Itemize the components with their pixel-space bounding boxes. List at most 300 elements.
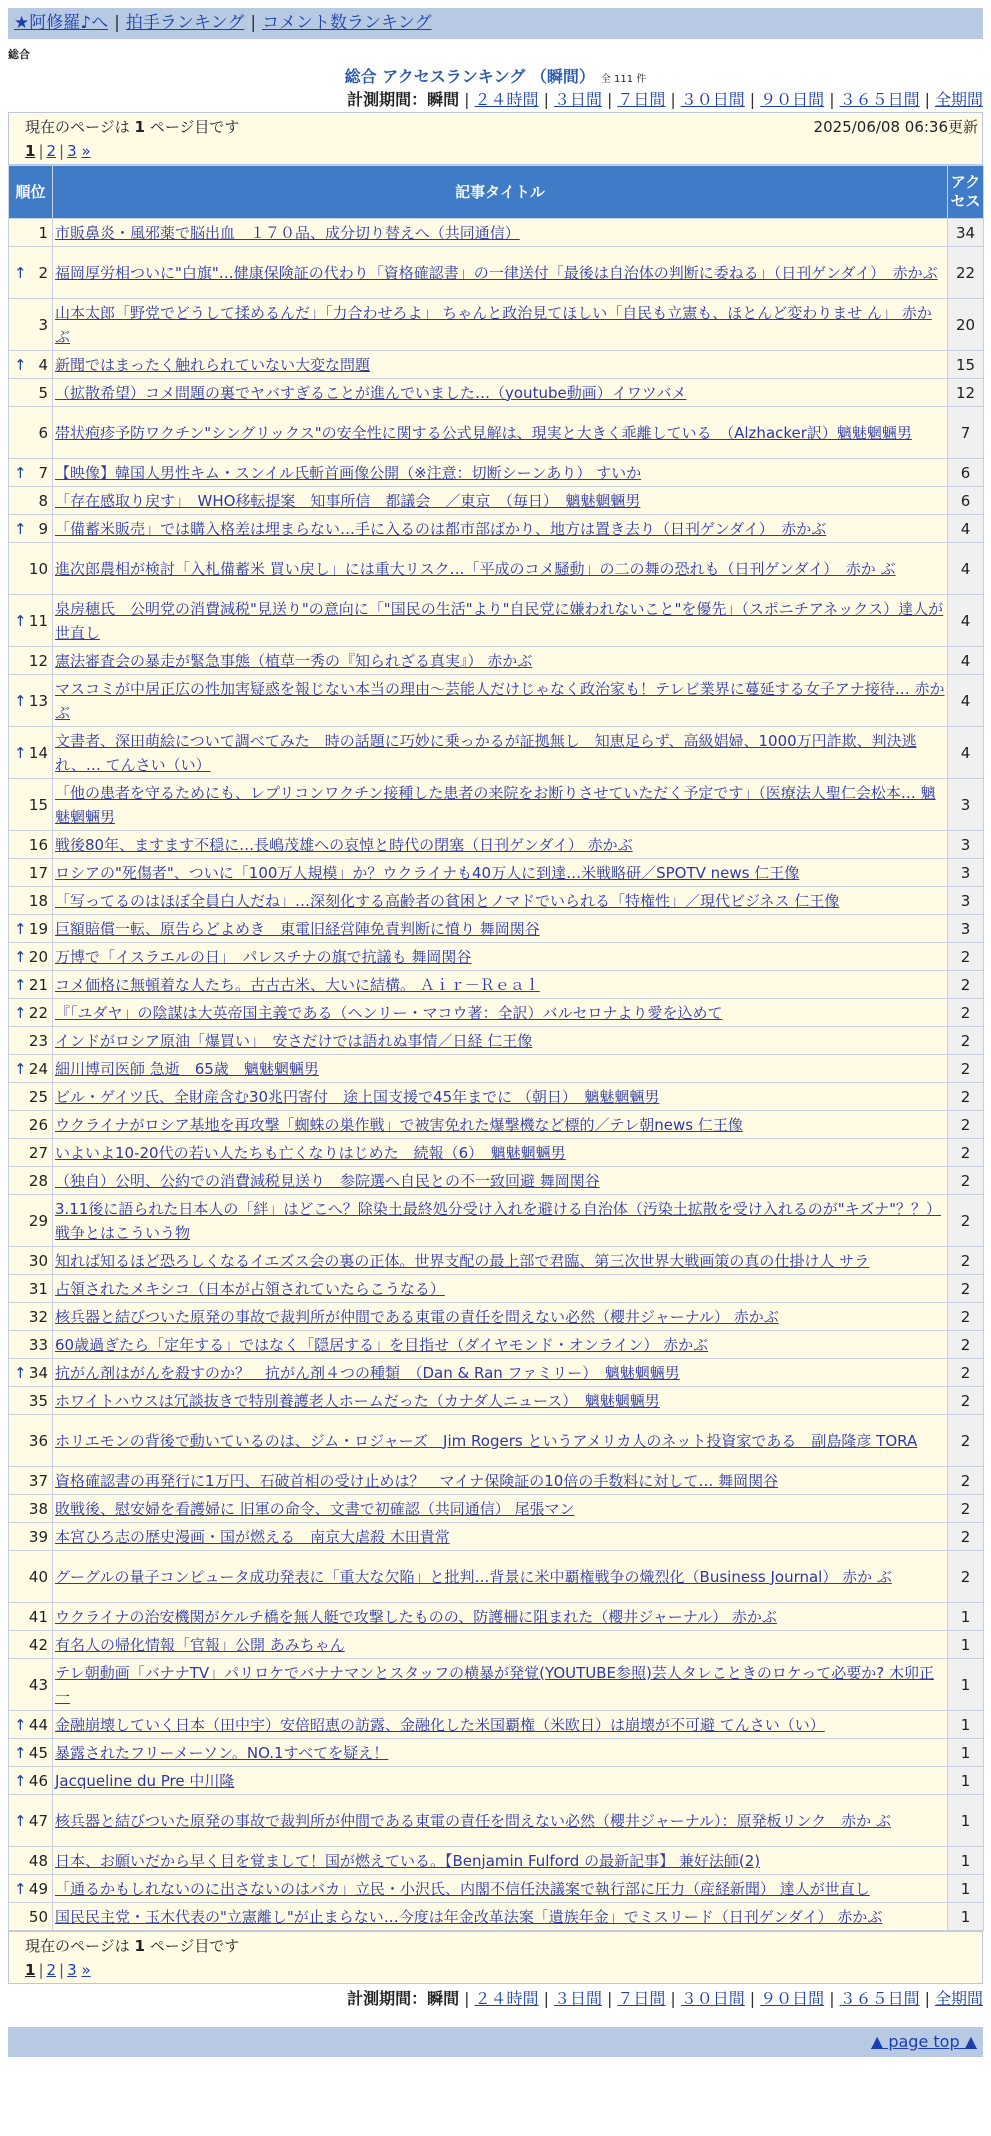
title-cell	[53, 859, 948, 887]
access-count: 4	[948, 595, 984, 647]
table-row	[9, 459, 984, 487]
rank-up-arrow-icon: ↑	[14, 1715, 27, 1734]
access-count: 12	[948, 379, 984, 407]
rank-number: 21	[28, 975, 48, 994]
current-page-text: 現在のページは 1 ページ目です	[25, 1937, 240, 1955]
rank-cell	[9, 1359, 53, 1387]
table-row	[9, 1195, 984, 1247]
rank-number: 6	[38, 423, 48, 442]
rank-number: 12	[28, 651, 48, 670]
title-cell	[53, 543, 948, 595]
access-count: 2	[948, 1303, 984, 1331]
rank-number: 43	[28, 1675, 48, 1694]
access-count: 1	[948, 1847, 984, 1875]
title-cell	[53, 1359, 948, 1387]
article-title-link[interactable]: 「他の患者を守るためにも、レプリコンワクチン接種した患者の来院をお断りさせていただく予定です」（医療法人聖仁会松本… 魑魅魍魎男	[55, 783, 936, 826]
article-title-link[interactable]: 万博で「イスラエルの日」 パレスチナの旗で抗議も 舞岡関谷	[55, 947, 472, 966]
access-count: 4	[948, 515, 984, 543]
access-count: 3	[948, 831, 984, 859]
access-count: 1	[948, 1795, 984, 1847]
rank-number: 32	[28, 1307, 48, 1326]
table-row	[9, 407, 984, 459]
nav-link-asyura-home[interactable]: ★阿修羅♪へ	[14, 13, 109, 33]
article-title-link[interactable]: 「通るかもしれないのに出さないのはバカ」立民・小沢氏、内閣不信任決議案で執行部に圧力（産経新聞） 達人が世直し	[55, 1879, 870, 1898]
article-title-link[interactable]: 資格確認書の再発行に1万円、石破首相の受け止めは？ マイナ保険証の10倍の手数料に対して… 舞岡関谷	[55, 1471, 779, 1490]
article-title-link[interactable]: 暴露されたフリーメーソン。NO.1すべてを疑え！	[55, 1743, 389, 1762]
table-row	[9, 1359, 984, 1387]
table-row	[9, 1631, 984, 1659]
rank-cell	[9, 1415, 53, 1467]
page-title: 総合 アクセスランキング （瞬間）	[344, 67, 595, 86]
rank-number: 33	[28, 1335, 48, 1354]
article-title-link[interactable]: マスコミが中居正広の性加害疑惑を報じない本当の理由～芸能人だけじゃなく政治家も！テレビ業界に蔓延する女子アナ接待… 赤かぶ	[55, 679, 945, 722]
rank-cell	[9, 1603, 53, 1631]
rank-cell	[9, 1631, 53, 1659]
period-link[interactable]: ２４時間	[474, 1989, 539, 2008]
access-count: 2	[948, 1195, 984, 1247]
total-count: 全 111 件	[600, 74, 647, 85]
table-row	[9, 1167, 984, 1195]
title-cell	[53, 1303, 948, 1331]
rank-cell	[9, 219, 53, 247]
rank-cell	[9, 1551, 53, 1603]
article-title-link[interactable]: 有名人の帰化情報「官報」公開 あみちゃん	[55, 1635, 345, 1654]
period-link[interactable]: ３日間	[553, 90, 602, 109]
table-row	[9, 915, 984, 943]
rank-number: 25	[28, 1087, 48, 1106]
access-count: 2	[948, 1495, 984, 1523]
rank-number: 3	[38, 315, 48, 334]
period-separator: |	[924, 1989, 930, 2008]
period-link[interactable]: ３０日間	[680, 90, 745, 109]
table-row	[9, 1055, 984, 1083]
rank-cell	[9, 1903, 53, 1931]
access-count: 2	[948, 1055, 984, 1083]
table-row	[9, 1523, 984, 1551]
period-link[interactable]: ３日間	[553, 1989, 602, 2008]
access-count: 3	[948, 779, 984, 831]
title-cell	[53, 407, 948, 459]
title-cell	[53, 1467, 948, 1495]
access-count: 3	[948, 915, 984, 943]
rank-number: 44	[28, 1715, 48, 1734]
article-title-link[interactable]: 泉房穂氏 公明党の消費減税"見送り"の意向に「"国民の生活"より"自民党に嫌われないこと"を優先」（スポニチアネックス）達人が世直し	[55, 599, 944, 642]
rank-number: 42	[28, 1635, 48, 1654]
page-separator: |	[38, 142, 44, 160]
rank-number: 24	[28, 1059, 48, 1078]
article-title-link[interactable]: 市販鼻炎・風邪薬で脳出血 １７０品、成分切り替えへ（共同通信）	[55, 223, 520, 242]
period-current: 瞬間	[427, 1989, 460, 2008]
rank-number: 47	[28, 1811, 48, 1830]
table-row	[9, 1495, 984, 1523]
table-row	[9, 971, 984, 999]
article-title-link[interactable]: ビル・ゲイツ氏、全財産含む30兆円寄付 途上国支援で45年までに （朝日） 魑魅魍魎男	[55, 1087, 660, 1106]
article-title-link[interactable]: 戦後80年、ますます不穏に…長嶋茂雄への哀悼と時代の閉塞（日刊ゲンダイ） 赤かぶ	[55, 835, 633, 854]
rank-up-arrow-icon: ↑	[14, 1003, 27, 1022]
table-row	[9, 1875, 984, 1903]
rank-up-arrow-icon: ↑	[14, 691, 27, 710]
period-separator: |	[829, 1989, 835, 2008]
page-separator: |	[59, 1961, 65, 1979]
period-separator: |	[829, 90, 835, 109]
article-title-link[interactable]: ウクライナがロシア基地を再攻撃「蜘蛛の巣作戦」で被害免れた爆撃機など標的／テレ朝news 仁王像	[55, 1115, 743, 1134]
article-title-link[interactable]: コメ価格に無頓着な人たち。古古古米、大いに結構。 Ａｉｒ－Ｒｅａｌ	[55, 975, 540, 994]
rank-number: 50	[28, 1907, 48, 1926]
period-separator: |	[924, 90, 930, 109]
category-label: 総合	[8, 48, 30, 61]
rank-up-arrow-icon: ↑	[14, 1879, 27, 1898]
title-cell	[53, 247, 948, 299]
header-rank: 順位	[9, 166, 53, 219]
table-row	[9, 543, 984, 595]
table-row	[9, 247, 984, 299]
table-row	[9, 859, 984, 887]
rank-cell	[9, 859, 53, 887]
page-link[interactable]: 3	[67, 142, 77, 160]
rank-cell	[9, 887, 53, 915]
access-count: 2	[948, 1275, 984, 1303]
rank-cell	[9, 1247, 53, 1275]
article-title-link[interactable]: 金融崩壊していく日本（田中宇）安倍昭恵の訪露、金融化した米国覇権（米欧日）は崩壊が不可避 てんさい（い）	[55, 1715, 825, 1734]
rank-number: 4	[38, 355, 48, 374]
table-row	[9, 1739, 984, 1767]
access-count: 22	[948, 247, 984, 299]
access-count: 20	[948, 299, 984, 351]
title-cell	[53, 515, 948, 543]
access-count: 1	[948, 1739, 984, 1767]
period-current: 瞬間	[427, 90, 460, 109]
period-separator: |	[606, 90, 613, 109]
rank-cell	[9, 1467, 53, 1495]
article-title-link[interactable]: 60歳過ぎたら「定年する」ではなく「隠居する」を目指せ（ダイヤモンド・オンライン） 赤かぶ	[55, 1335, 709, 1354]
table-row	[9, 487, 984, 515]
article-title-link[interactable]: Jacqueline du Pre 中川隆	[55, 1771, 235, 1790]
title-cell	[53, 915, 948, 943]
rank-cell	[9, 1767, 53, 1795]
access-count: 2	[948, 1551, 984, 1603]
table-row	[9, 831, 984, 859]
period-separator: |	[749, 90, 756, 109]
period-label: 計測期間：	[347, 90, 428, 109]
title-cell	[53, 675, 948, 727]
table-row	[9, 1467, 984, 1495]
ranking-rows	[9, 219, 984, 1931]
article-title-link[interactable]: 核兵器と結びついた原発の事故で裁判所が仲間である東電の責任を問えない必然（櫻井ジャーナル） 赤かぶ	[55, 1307, 779, 1326]
rank-number: 34	[28, 1363, 48, 1382]
article-title-link[interactable]: 文書者、深田萌絵について調べてみた 時の話題に巧妙に乗っかるが証拠無し 知恵足らず、高級娼婦、1000万円詐欺、判決逃れ、… てんさい（い）	[55, 731, 917, 774]
table-row	[9, 1603, 984, 1631]
title-cell	[53, 779, 948, 831]
rank-up-arrow-icon: ↑	[14, 263, 27, 282]
access-count: 1	[948, 1767, 984, 1795]
access-count: 6	[948, 459, 984, 487]
title-cell	[53, 1055, 948, 1083]
title-cell	[53, 727, 948, 779]
table-row	[9, 1139, 984, 1167]
access-count: 34	[948, 219, 984, 247]
table-row	[9, 219, 984, 247]
table-row	[9, 1275, 984, 1303]
page-next-link[interactable]: »	[81, 142, 91, 160]
rank-up-arrow-icon: ↑	[14, 355, 27, 374]
title-cell	[53, 595, 948, 647]
rank-cell	[9, 1275, 53, 1303]
rank-number: 8	[38, 491, 48, 510]
rank-number: 40	[28, 1567, 48, 1586]
title-cell	[53, 1387, 948, 1415]
rank-number: 36	[28, 1431, 48, 1450]
period-link[interactable]: 全期間	[934, 1989, 983, 2008]
top-nav-bar	[8, 8, 983, 39]
article-title-link[interactable]: 「写ってるのはほぼ全員白人だね」…深刻化する高齢者の貧困とノマドでいられる「特権性」／現代ビジネス 仁王像	[55, 891, 840, 910]
page-link[interactable]: 2	[46, 142, 57, 160]
period-link[interactable]: ７日間	[617, 1989, 666, 2008]
article-title-link[interactable]: 3.11後に語られた日本人の「絆」はどこへ？除染土最終処分受け入れを避ける自治体（汚染土拡散を受け入れるのが"キズナ"？？）戦争とはこういう物	[55, 1199, 942, 1242]
rank-cell	[9, 1055, 53, 1083]
page-top-link[interactable]: ▲ page top ▲	[870, 2032, 977, 2051]
article-title-link[interactable]: 細川博司医師 急逝 65歳 魑魅魍魎男	[55, 1059, 319, 1078]
rank-number: 41	[28, 1607, 48, 1626]
table-row	[9, 999, 984, 1027]
period-link[interactable]: ３６５日間	[839, 90, 920, 109]
access-count: 4	[948, 543, 984, 595]
article-title-link[interactable]: 進次郎農相が検討「入札備蓄米 買い戻し」には重大リスク…「平成のコメ騒動」の二の舞の恐れも（日刊ゲンダイ） 赤か ぶ	[55, 559, 896, 578]
footer-bar	[8, 2027, 983, 2057]
rank-number: 49	[28, 1879, 48, 1898]
period-link[interactable]: ９０日間	[760, 1989, 825, 2008]
title-cell	[53, 1167, 948, 1195]
article-title-link[interactable]: 抗がん剤はがんを殺すのか？ 抗がん剤４つの種類 （Dan & Ran ファミリー） 魑魅魍魎男	[55, 1363, 680, 1382]
rank-cell	[9, 831, 53, 859]
title-cell	[53, 1195, 948, 1247]
article-title-link[interactable]: 福岡厚労相ついに"白旗"…健康保険証の代わり「資格確認書」の一律送付「最後は自治体の判断に委ねる」（日刊ゲンダイ） 赤かぶ	[55, 263, 938, 282]
table-row	[9, 595, 984, 647]
article-title-link[interactable]: 新聞ではまったく触れられていない大変な問題	[55, 355, 371, 374]
rank-number: 23	[28, 1031, 48, 1050]
article-title-link[interactable]: 「存在感取り戻す」 WHO移転提案 知事所信 都議会 ／東京 （毎日） 魑魅魍魎男	[55, 491, 641, 510]
table-row	[9, 1903, 984, 1931]
article-title-link[interactable]: ホワイトハウスは冗談抜きで特別養護老人ホームだった（カナダ人ニュース） 魑魅魍魎男	[55, 1391, 660, 1410]
table-row	[9, 1551, 984, 1603]
access-count: 2	[948, 1139, 984, 1167]
title-cell	[53, 299, 948, 351]
table-row	[9, 1083, 984, 1111]
pager-bottom	[8, 1931, 983, 1984]
period-separator: |	[543, 90, 549, 109]
article-title-link[interactable]: 山本太郎「野党でどうして揉めるんだ」「力合わせろよ」 ちゃんと政治見てほしい「自民も立憲も、ほとんど変わりませ ん」 赤かぶ	[55, 303, 932, 346]
ranking-table	[8, 165, 984, 1931]
article-title-link[interactable]: テレ朝動画「バナナTV」パリロケでバナナマンとスタッフの横暴が発覚(YOUTUBE参照)芸人タレこときのロケって必要か? 木卯正一	[55, 1663, 935, 1706]
access-count: 1	[948, 1711, 984, 1739]
access-count: 3	[948, 887, 984, 915]
rank-number: 28	[28, 1171, 48, 1190]
period-link[interactable]: ２４時間	[474, 90, 539, 109]
access-count: 2	[948, 1331, 984, 1359]
title-cell	[53, 1739, 948, 1767]
rank-number: 18	[28, 891, 48, 910]
table-row	[9, 1659, 984, 1711]
rank-up-arrow-icon: ↑	[14, 975, 27, 994]
page-links	[25, 1958, 966, 1982]
access-count: 1	[948, 1659, 984, 1711]
title-cell	[53, 887, 948, 915]
article-title-link[interactable]: 『「ユダヤ」の陰謀は大英帝国主義である（ヘンリー・マコウ著：全訳）バルセロナより愛を込めて	[55, 1003, 723, 1022]
access-count: 2	[948, 943, 984, 971]
rank-number: 11	[28, 611, 48, 630]
rank-cell	[9, 595, 53, 647]
rank-number: 2	[38, 263, 48, 282]
period-separator: |	[606, 1989, 613, 2008]
article-title-link[interactable]: ホリエモンの背後で動いているのは、ジム・ロジャーズ Jim Rogers というアメリカ人のネット投資家である 副島隆彦 TORA	[55, 1431, 918, 1450]
article-title-link[interactable]: インドがロシア原油「爆買い」 安さだけでは語れぬ事情／日経 仁王像	[55, 1031, 533, 1050]
title-cell	[53, 1139, 948, 1167]
article-title-link[interactable]: 日本、お願いだから早く目を覚まして！国が燃えている。【Benjamin Fulford の最新記事】 兼好法師(2)	[55, 1851, 761, 1870]
rank-number: 14	[28, 743, 48, 762]
table-row	[9, 779, 984, 831]
period-link[interactable]: ３６５日間	[839, 1989, 920, 2008]
access-count: 15	[948, 351, 984, 379]
rank-cell	[9, 1331, 53, 1359]
table-row	[9, 887, 984, 915]
nav-link-comment-ranking[interactable]: コメント数ランキング	[262, 13, 432, 33]
rank-up-arrow-icon: ↑	[14, 463, 27, 482]
rank-cell	[9, 1739, 53, 1767]
article-title-link[interactable]: 憲法審査会の暴走が緊急事態（植草一秀の『知られざる真実』） 赤かぶ	[55, 651, 533, 670]
access-count: 2	[948, 1111, 984, 1139]
rank-cell	[9, 407, 53, 459]
access-count: 3	[948, 859, 984, 887]
rank-cell	[9, 299, 53, 351]
article-title-link[interactable]: 帯状疱疹予防ワクチン"シングリックス"の安全性に関する公式見解は、現実と大きく乖離している （Alzhacker訳）魑魅魍魎男	[55, 423, 912, 442]
title-cell	[53, 1523, 948, 1551]
period-link[interactable]: ９０日間	[760, 90, 825, 109]
period-link[interactable]: 全期間	[934, 90, 983, 109]
access-count: 2	[948, 1167, 984, 1195]
access-count: 1	[948, 1903, 984, 1931]
rank-cell	[9, 1795, 53, 1847]
table-row	[9, 1027, 984, 1055]
title-cell	[53, 999, 948, 1027]
table-row	[9, 943, 984, 971]
article-title-link[interactable]: 国民民主党・玉木代表の"立憲離し"が止まらない…今度は年金改革法案「遺族年金」でミスリード（日刊ゲンダイ） 赤かぶ	[55, 1907, 883, 1926]
table-row	[9, 299, 984, 351]
rank-cell	[9, 999, 53, 1027]
ranking-heading	[8, 66, 983, 88]
rank-cell	[9, 971, 53, 999]
page-next-link[interactable]: »	[81, 1961, 91, 1979]
table-row	[9, 1711, 984, 1739]
rank-number: 39	[28, 1527, 48, 1546]
page-link[interactable]: 3	[67, 1961, 77, 1979]
period-separator: |	[543, 1989, 549, 2008]
rank-number: 30	[28, 1251, 48, 1270]
rank-cell	[9, 247, 53, 299]
article-title-link[interactable]: 知れば知るほど恐ろしくなるイエズス会の裏の正体。世界支配の最上部で君臨、第三次世界大戦画策の真の仕掛け人 サラ	[55, 1251, 870, 1270]
rank-number: 13	[28, 691, 48, 710]
rank-cell	[9, 1711, 53, 1739]
rank-cell	[9, 515, 53, 543]
rank-cell	[9, 1139, 53, 1167]
rank-up-arrow-icon: ↑	[14, 1059, 27, 1078]
nav-link-clap-ranking[interactable]: 拍手ランキング	[125, 13, 245, 33]
page-current: 1	[25, 142, 36, 160]
period-link[interactable]: ３０日間	[680, 1989, 745, 2008]
rank-cell	[9, 727, 53, 779]
title-cell	[53, 1711, 948, 1739]
title-cell	[53, 1415, 948, 1467]
title-cell	[53, 1551, 948, 1603]
rank-up-arrow-icon: ↑	[14, 1811, 27, 1830]
current-page-text: 現在のページは 1 ページ目です	[25, 118, 240, 136]
title-cell	[53, 1847, 948, 1875]
article-title-link[interactable]: 占領されたメキシコ（日本が占領されていたらこうなる）	[55, 1279, 445, 1298]
access-count: 1	[948, 1875, 984, 1903]
period-link[interactable]: ７日間	[617, 90, 666, 109]
page-separator: |	[59, 142, 65, 160]
rank-number: 22	[28, 1003, 48, 1022]
title-cell	[53, 1795, 948, 1847]
period-label: 計測期間：	[347, 1989, 428, 2008]
page-links	[25, 139, 966, 163]
rank-number: 17	[28, 863, 48, 882]
rank-up-arrow-icon: ↑	[14, 519, 27, 538]
page-link[interactable]: 2	[46, 1961, 57, 1979]
rank-up-arrow-icon: ↑	[14, 611, 27, 630]
access-count: 4	[948, 647, 984, 675]
article-title-link[interactable]: 敗戦後、慰安婦を看護婦に 旧軍の命令、文書で初確認（共同通信） 尾張マン	[55, 1499, 575, 1518]
access-count: 7	[948, 407, 984, 459]
rank-number: 16	[28, 835, 48, 854]
table-row	[9, 1303, 984, 1331]
access-count: 2	[948, 1415, 984, 1467]
rank-cell	[9, 675, 53, 727]
title-cell	[53, 831, 948, 859]
title-cell	[53, 1111, 948, 1139]
access-count: 2	[948, 1247, 984, 1275]
rank-number: 1	[38, 223, 48, 242]
article-title-link[interactable]: 「備蓄米販売」では購入格差は埋まらない…手に入るのは都市部ばかり、地方は置き去り（日刊ゲンダイ） 赤かぶ	[55, 519, 827, 538]
article-title-link[interactable]: 核兵器と結びついた原発の事故で裁判所が仲間である東電の責任を問えない必然（櫻井ジャーナル）：原発板リンク 赤か ぶ	[55, 1811, 891, 1830]
article-title-link[interactable]: （独自）公明、公約での消費減税見送り 参院選へ自民との不一致回避 舞岡関谷	[55, 1171, 600, 1190]
title-cell	[53, 1631, 948, 1659]
article-title-link[interactable]: グーグルの量子コンピュータ成功発表に「重大な欠陥」と批判…背景に米中覇権戦争の熾烈化（Business Journal） 赤か ぶ	[55, 1567, 892, 1586]
rank-up-arrow-icon: ↑	[14, 947, 27, 966]
article-title-link[interactable]: 【映像】韓国人男性キム・スンイル氏斬首画像公開（※注意：切断シーンあり） すいか	[55, 463, 642, 482]
article-title-link[interactable]: 巨額賠償一転、原告らどよめき 東電旧経営陣免責判断に憤り 舞岡関谷	[55, 919, 540, 938]
title-cell	[53, 1767, 948, 1795]
title-cell	[53, 1495, 948, 1523]
access-count: 2	[948, 1523, 984, 1551]
article-title-link[interactable]: ロシアの"死傷者"、ついに「100万人規模」か？ウクライナも40万人に到達…米戦略研／SPOTV news 仁王像	[55, 863, 800, 882]
rank-cell	[9, 1027, 53, 1055]
rank-number: 19	[28, 919, 48, 938]
table-row	[9, 379, 984, 407]
title-cell	[53, 487, 948, 515]
access-count: 2	[948, 999, 984, 1027]
article-title-link[interactable]: （拡散希望）コメ問題の裏でヤバすぎることが進んでいました…（youtube動画）イワツバメ	[55, 383, 687, 402]
table-row	[9, 1767, 984, 1795]
rank-number: 5	[38, 383, 48, 402]
article-title-link[interactable]: 本宮ひろ志の歴史漫画・国が燃える 南京大虐殺 木田貴常	[55, 1527, 450, 1546]
rank-number: 37	[28, 1471, 48, 1490]
access-count: 6	[948, 487, 984, 515]
article-title-link[interactable]: いよいよ10-20代の若い人たちも亡くなりはじめた 続報（6） 魑魅魍魎男	[55, 1143, 566, 1162]
rank-number: 9	[38, 519, 48, 538]
article-title-link[interactable]: ウクライナの治安機関がケルチ橋を無人艇で攻撃したものの、防護柵に阻まれた（櫻井ジャーナル） 赤かぶ	[55, 1607, 777, 1626]
rank-number: 7	[38, 463, 48, 482]
table-row	[9, 675, 984, 727]
pager-top	[8, 112, 983, 165]
